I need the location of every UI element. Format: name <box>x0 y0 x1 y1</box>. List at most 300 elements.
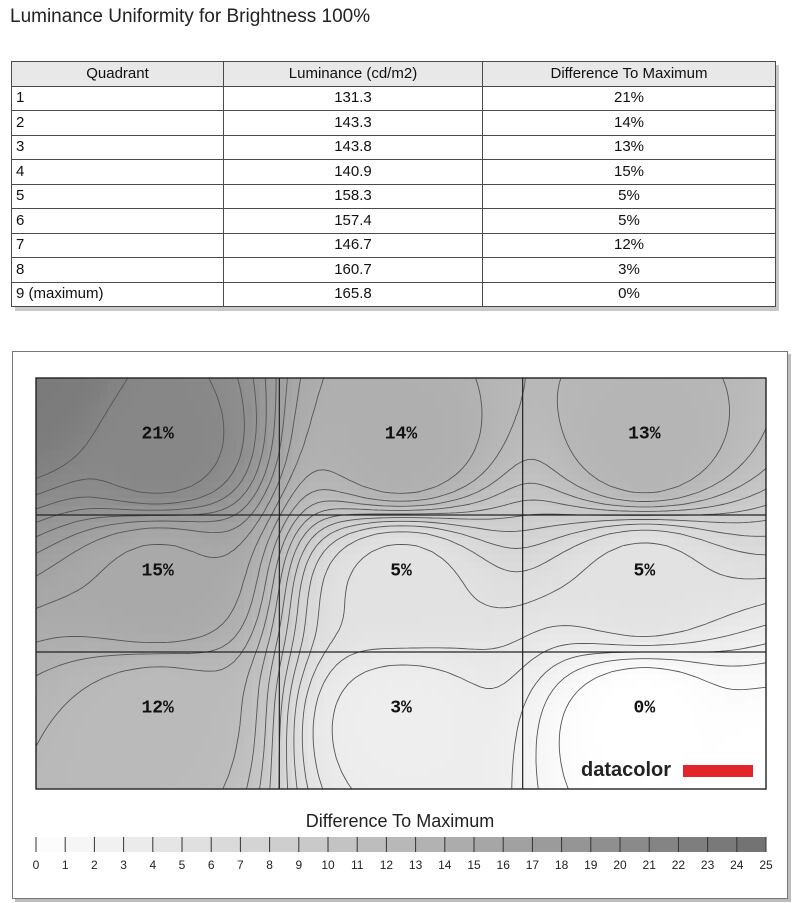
table-row <box>12 184 776 209</box>
heat-cell <box>180 770 189 779</box>
heat-cell <box>652 626 661 635</box>
heat-cell <box>356 546 365 555</box>
heat-cell <box>124 746 133 755</box>
heat-cell <box>764 434 773 443</box>
heat-cell <box>492 778 501 787</box>
heat-cell <box>564 642 573 651</box>
heat-cell <box>212 762 221 771</box>
heat-cell <box>708 674 717 683</box>
heat-cell <box>188 522 197 531</box>
heat-cell <box>196 402 205 411</box>
heat-cell <box>348 594 357 603</box>
heat-cell <box>44 770 53 779</box>
heat-cell <box>316 570 325 579</box>
heat-cell <box>548 410 557 419</box>
heat-cell <box>500 730 509 739</box>
heat-cell <box>220 682 229 691</box>
heat-cell <box>100 610 109 619</box>
heat-cell <box>540 658 549 667</box>
heat-cell <box>268 522 277 531</box>
heat-cell <box>460 690 469 699</box>
heat-cell <box>764 770 773 779</box>
heat-cell <box>468 426 477 435</box>
heat-cell <box>588 786 597 795</box>
heat-cell <box>492 714 501 723</box>
heat-cell <box>52 786 61 795</box>
heat-cell <box>252 698 261 707</box>
heat-cell <box>132 730 141 739</box>
heat-cell <box>92 394 101 403</box>
heat-cell <box>612 698 621 707</box>
heat-cell <box>540 634 549 643</box>
heat-cell <box>692 786 701 795</box>
heat-cell <box>436 746 445 755</box>
heat-cell <box>436 626 445 635</box>
heat-cell <box>484 698 493 707</box>
heat-cell <box>196 450 205 459</box>
heat-cell <box>468 778 477 787</box>
heat-cell <box>140 546 149 555</box>
heat-cell <box>244 610 253 619</box>
heat-cell <box>300 770 309 779</box>
heat-cell <box>660 562 669 571</box>
heat-cell <box>732 410 741 419</box>
heat-cell <box>724 738 733 747</box>
heat-cell <box>324 402 333 411</box>
heat-cell <box>460 426 469 435</box>
heat-cell <box>212 618 221 627</box>
heat-cell <box>396 642 405 651</box>
heat-cell <box>556 666 565 675</box>
heat-cell <box>132 562 141 571</box>
heat-cell <box>284 426 293 435</box>
heat-cell <box>372 722 381 731</box>
heat-cell <box>100 706 109 715</box>
heat-cell <box>124 610 133 619</box>
heat-cell <box>676 594 685 603</box>
heat-cell <box>300 474 309 483</box>
heat-cell <box>460 442 469 451</box>
heat-cell <box>596 546 605 555</box>
heat-cell <box>92 770 101 779</box>
heat-cell <box>92 738 101 747</box>
heat-cell <box>452 618 461 627</box>
heat-cell <box>500 610 509 619</box>
heat-cell <box>484 618 493 627</box>
heat-cell <box>396 394 405 403</box>
heat-cell <box>332 594 341 603</box>
heat-cell <box>412 570 421 579</box>
heat-cell <box>356 402 365 411</box>
heat-cell <box>396 498 405 507</box>
heat-cell <box>684 698 693 707</box>
heat-cell <box>228 506 237 515</box>
cell-luminance: 146.7 <box>224 233 483 258</box>
heat-cell <box>588 714 597 723</box>
heat-cell <box>604 418 613 427</box>
heat-cell <box>412 546 421 555</box>
heat-cell <box>492 650 501 659</box>
heat-cell <box>676 722 685 731</box>
heat-cell <box>116 658 125 667</box>
datacolor-logo-text: datacolor <box>581 759 672 781</box>
heat-cell <box>212 658 221 667</box>
heat-cell <box>156 498 165 507</box>
heat-cell <box>196 426 205 435</box>
heat-cell <box>268 762 277 771</box>
heat-cell <box>116 618 125 627</box>
heat-cell <box>284 602 293 611</box>
heat-cell <box>484 378 493 387</box>
heat-cell <box>532 434 541 443</box>
heat-cell <box>540 578 549 587</box>
heat-cell <box>668 698 677 707</box>
heat-cell <box>660 602 669 611</box>
heat-cell <box>492 642 501 651</box>
heat-cell <box>148 738 157 747</box>
heat-cell <box>356 522 365 531</box>
heat-cell <box>412 402 421 411</box>
heat-cell <box>572 674 581 683</box>
heat-cell <box>636 538 645 547</box>
heat-cell <box>140 746 149 755</box>
heat-cell <box>244 434 253 443</box>
heat-cell <box>564 594 573 603</box>
heat-cell <box>76 698 85 707</box>
heat-cell <box>132 786 141 795</box>
heat-cell <box>732 386 741 395</box>
heat-cell <box>348 466 357 475</box>
heat-cell <box>732 394 741 403</box>
heat-cell <box>644 394 653 403</box>
heat-cell <box>92 562 101 571</box>
table-header-row <box>12 62 776 87</box>
heat-cell <box>196 778 205 787</box>
heat-cell <box>612 690 621 699</box>
heat-cell <box>196 730 205 739</box>
heat-cell <box>748 730 757 739</box>
heat-cell <box>60 690 69 699</box>
heat-cell <box>612 474 621 483</box>
heat-cell <box>404 778 413 787</box>
heat-cell <box>364 746 373 755</box>
heat-cell <box>364 754 373 763</box>
heat-cell <box>532 666 541 675</box>
heat-cell <box>444 450 453 459</box>
heat-cell <box>188 594 197 603</box>
heat-cell <box>324 618 333 627</box>
heat-cell <box>276 610 285 619</box>
heat-cell <box>324 658 333 667</box>
heat-cell <box>124 762 133 771</box>
heat-cell <box>332 770 341 779</box>
heat-cell <box>340 434 349 443</box>
heat-cell <box>428 394 437 403</box>
heat-cell <box>580 546 589 555</box>
heat-cell <box>564 458 573 467</box>
heat-cell <box>372 562 381 571</box>
heat-cell <box>340 570 349 579</box>
heat-cell <box>332 602 341 611</box>
heat-cell <box>412 666 421 675</box>
heat-cell <box>404 394 413 403</box>
heat-cell <box>108 754 117 763</box>
heat-cell <box>140 618 149 627</box>
heat-cell <box>148 594 157 603</box>
heat-cell <box>732 714 741 723</box>
heat-cell <box>372 378 381 387</box>
heat-cell <box>404 410 413 419</box>
heat-cell <box>60 714 69 723</box>
heat-cell <box>132 666 141 675</box>
heat-cell <box>204 722 213 731</box>
heat-cell <box>524 418 533 427</box>
heat-cell <box>644 538 653 547</box>
heat-cell <box>684 466 693 475</box>
heat-cell <box>284 578 293 587</box>
heat-cell <box>116 786 125 795</box>
heat-cell <box>148 690 157 699</box>
heat-cell <box>116 498 125 507</box>
heat-cell <box>444 786 453 795</box>
heat-cell <box>268 474 277 483</box>
heat-cell <box>700 402 709 411</box>
heat-cell <box>444 378 453 387</box>
heat-cell <box>260 650 269 659</box>
heat-cell <box>68 762 77 771</box>
heat-cell <box>236 786 245 795</box>
heat-cell <box>492 378 501 387</box>
heat-cell <box>636 498 645 507</box>
heat-cell <box>308 722 317 731</box>
heat-cell <box>748 530 757 539</box>
heat-cell <box>212 698 221 707</box>
heat-cell <box>236 562 245 571</box>
heat-cell <box>188 586 197 595</box>
heat-cell <box>324 706 333 715</box>
heat-cell <box>92 522 101 531</box>
heat-cell <box>652 474 661 483</box>
cell-luminance: 160.7 <box>224 258 483 283</box>
heat-cell <box>84 642 93 651</box>
heat-cell <box>668 426 677 435</box>
heat-cell <box>380 746 389 755</box>
heat-cell <box>404 610 413 619</box>
heat-cell <box>332 642 341 651</box>
heat-cell <box>660 442 669 451</box>
heat-cell <box>220 578 229 587</box>
heat-cell <box>140 722 149 731</box>
heat-cell <box>612 786 621 795</box>
heat-cell <box>180 682 189 691</box>
heat-cell <box>356 498 365 507</box>
heat-cell <box>372 698 381 707</box>
heat-cell <box>220 650 229 659</box>
heat-cell <box>284 738 293 747</box>
heat-cell <box>668 522 677 531</box>
heat-cell <box>644 722 653 731</box>
heat-cell <box>524 714 533 723</box>
heat-cell <box>420 698 429 707</box>
heat-cell <box>196 498 205 507</box>
heat-cell <box>732 730 741 739</box>
heat-cell <box>484 722 493 731</box>
heat-cell <box>204 442 213 451</box>
heat-cell <box>188 658 197 667</box>
heat-cell <box>652 722 661 731</box>
heat-cell <box>212 442 221 451</box>
heat-cell <box>268 666 277 675</box>
heat-cell <box>164 738 173 747</box>
cell-difference: 5% <box>483 184 776 209</box>
heat-cell <box>364 490 373 499</box>
heat-cell <box>548 674 557 683</box>
heat-cell <box>732 426 741 435</box>
heat-cell <box>76 786 85 795</box>
heat-cell <box>348 578 357 587</box>
heat-cell <box>636 722 645 731</box>
heat-cell <box>732 746 741 755</box>
heat-cell <box>108 426 117 435</box>
heat-cell <box>492 458 501 467</box>
heat-cell <box>196 594 205 603</box>
heat-cell <box>388 466 397 475</box>
heat-cell <box>596 594 605 603</box>
heat-cell <box>684 498 693 507</box>
heat-cell <box>484 546 493 555</box>
heat-cell <box>364 538 373 547</box>
heat-cell <box>580 610 589 619</box>
heat-cell <box>572 442 581 451</box>
heat-cell <box>460 714 469 723</box>
heat-cell <box>196 458 205 467</box>
heat-cell <box>708 474 717 483</box>
heat-cell <box>380 722 389 731</box>
heat-cell <box>68 706 77 715</box>
heat-cell <box>68 690 77 699</box>
heat-cell <box>684 570 693 579</box>
heat-cell <box>52 674 61 683</box>
heat-cell <box>492 586 501 595</box>
heat-cell <box>236 554 245 563</box>
heat-cell <box>68 770 77 779</box>
heat-cell <box>356 466 365 475</box>
heat-cell <box>356 586 365 595</box>
heat-cell <box>524 570 533 579</box>
heat-cell <box>644 626 653 635</box>
heat-cell <box>396 450 405 459</box>
heat-cell <box>356 594 365 603</box>
heat-cell <box>508 714 517 723</box>
heat-cell <box>764 650 773 659</box>
heat-cell <box>604 642 613 651</box>
heat-cell <box>508 618 517 627</box>
heat-cell <box>156 738 165 747</box>
heat-cell <box>564 610 573 619</box>
quadrant-label-8: 3% <box>390 698 412 719</box>
heat-cell <box>364 418 373 427</box>
heat-cell <box>684 578 693 587</box>
scale-swatch <box>182 837 212 852</box>
heat-cell <box>500 482 509 491</box>
heat-cell <box>580 586 589 595</box>
heat-cell <box>444 586 453 595</box>
heat-cell <box>220 690 229 699</box>
heat-cell <box>420 578 429 587</box>
heat-cell <box>204 482 213 491</box>
scale-tick-label: 4 <box>149 858 157 872</box>
heat-cell <box>540 466 549 475</box>
heat-cell <box>380 538 389 547</box>
heat-cell <box>492 578 501 587</box>
heat-cell <box>244 626 253 635</box>
heat-cell <box>420 418 429 427</box>
heat-cell <box>476 730 485 739</box>
heat-cell <box>724 746 733 755</box>
heat-cell <box>244 418 253 427</box>
heat-cell <box>580 786 589 795</box>
heat-cell <box>292 642 301 651</box>
heat-cell <box>268 706 277 715</box>
heat-cell <box>692 594 701 603</box>
heat-cell <box>308 618 317 627</box>
heat-cell <box>652 602 661 611</box>
heat-cell <box>276 410 285 419</box>
heat-cell <box>132 746 141 755</box>
heat-cell <box>756 594 765 603</box>
heat-cell <box>636 402 645 411</box>
heat-cell <box>668 786 677 795</box>
heat-cell <box>620 698 629 707</box>
heat-cell <box>148 522 157 531</box>
heat-cell <box>372 746 381 755</box>
heat-cell <box>612 554 621 563</box>
heat-cell <box>308 746 317 755</box>
heat-cell <box>116 578 125 587</box>
heat-cell <box>420 658 429 667</box>
heat-cell <box>572 586 581 595</box>
heat-cell <box>428 634 437 643</box>
heat-cell <box>452 450 461 459</box>
heat-cell <box>436 698 445 707</box>
heat-cell <box>492 690 501 699</box>
heat-cell <box>332 610 341 619</box>
heat-cell <box>764 786 773 795</box>
heat-cell <box>52 754 61 763</box>
heat-cell <box>100 626 109 635</box>
heat-cell <box>756 618 765 627</box>
heat-cell <box>116 458 125 467</box>
heat-cell <box>644 594 653 603</box>
heat-cell <box>508 434 517 443</box>
heat-cell <box>60 394 69 403</box>
heat-cell <box>116 466 125 475</box>
heat-cell <box>388 682 397 691</box>
heat-cell <box>348 418 357 427</box>
heat-cell <box>212 378 221 387</box>
heat-cell <box>740 434 749 443</box>
heat-cell <box>476 746 485 755</box>
heat-cell <box>756 738 765 747</box>
heat-cell <box>52 474 61 483</box>
heat-cell <box>220 746 229 755</box>
heat-cell <box>532 442 541 451</box>
heat-cell <box>668 722 677 731</box>
heat-cell <box>220 634 229 643</box>
heat-cell <box>668 418 677 427</box>
heat-cell <box>604 594 613 603</box>
heat-cell <box>692 738 701 747</box>
